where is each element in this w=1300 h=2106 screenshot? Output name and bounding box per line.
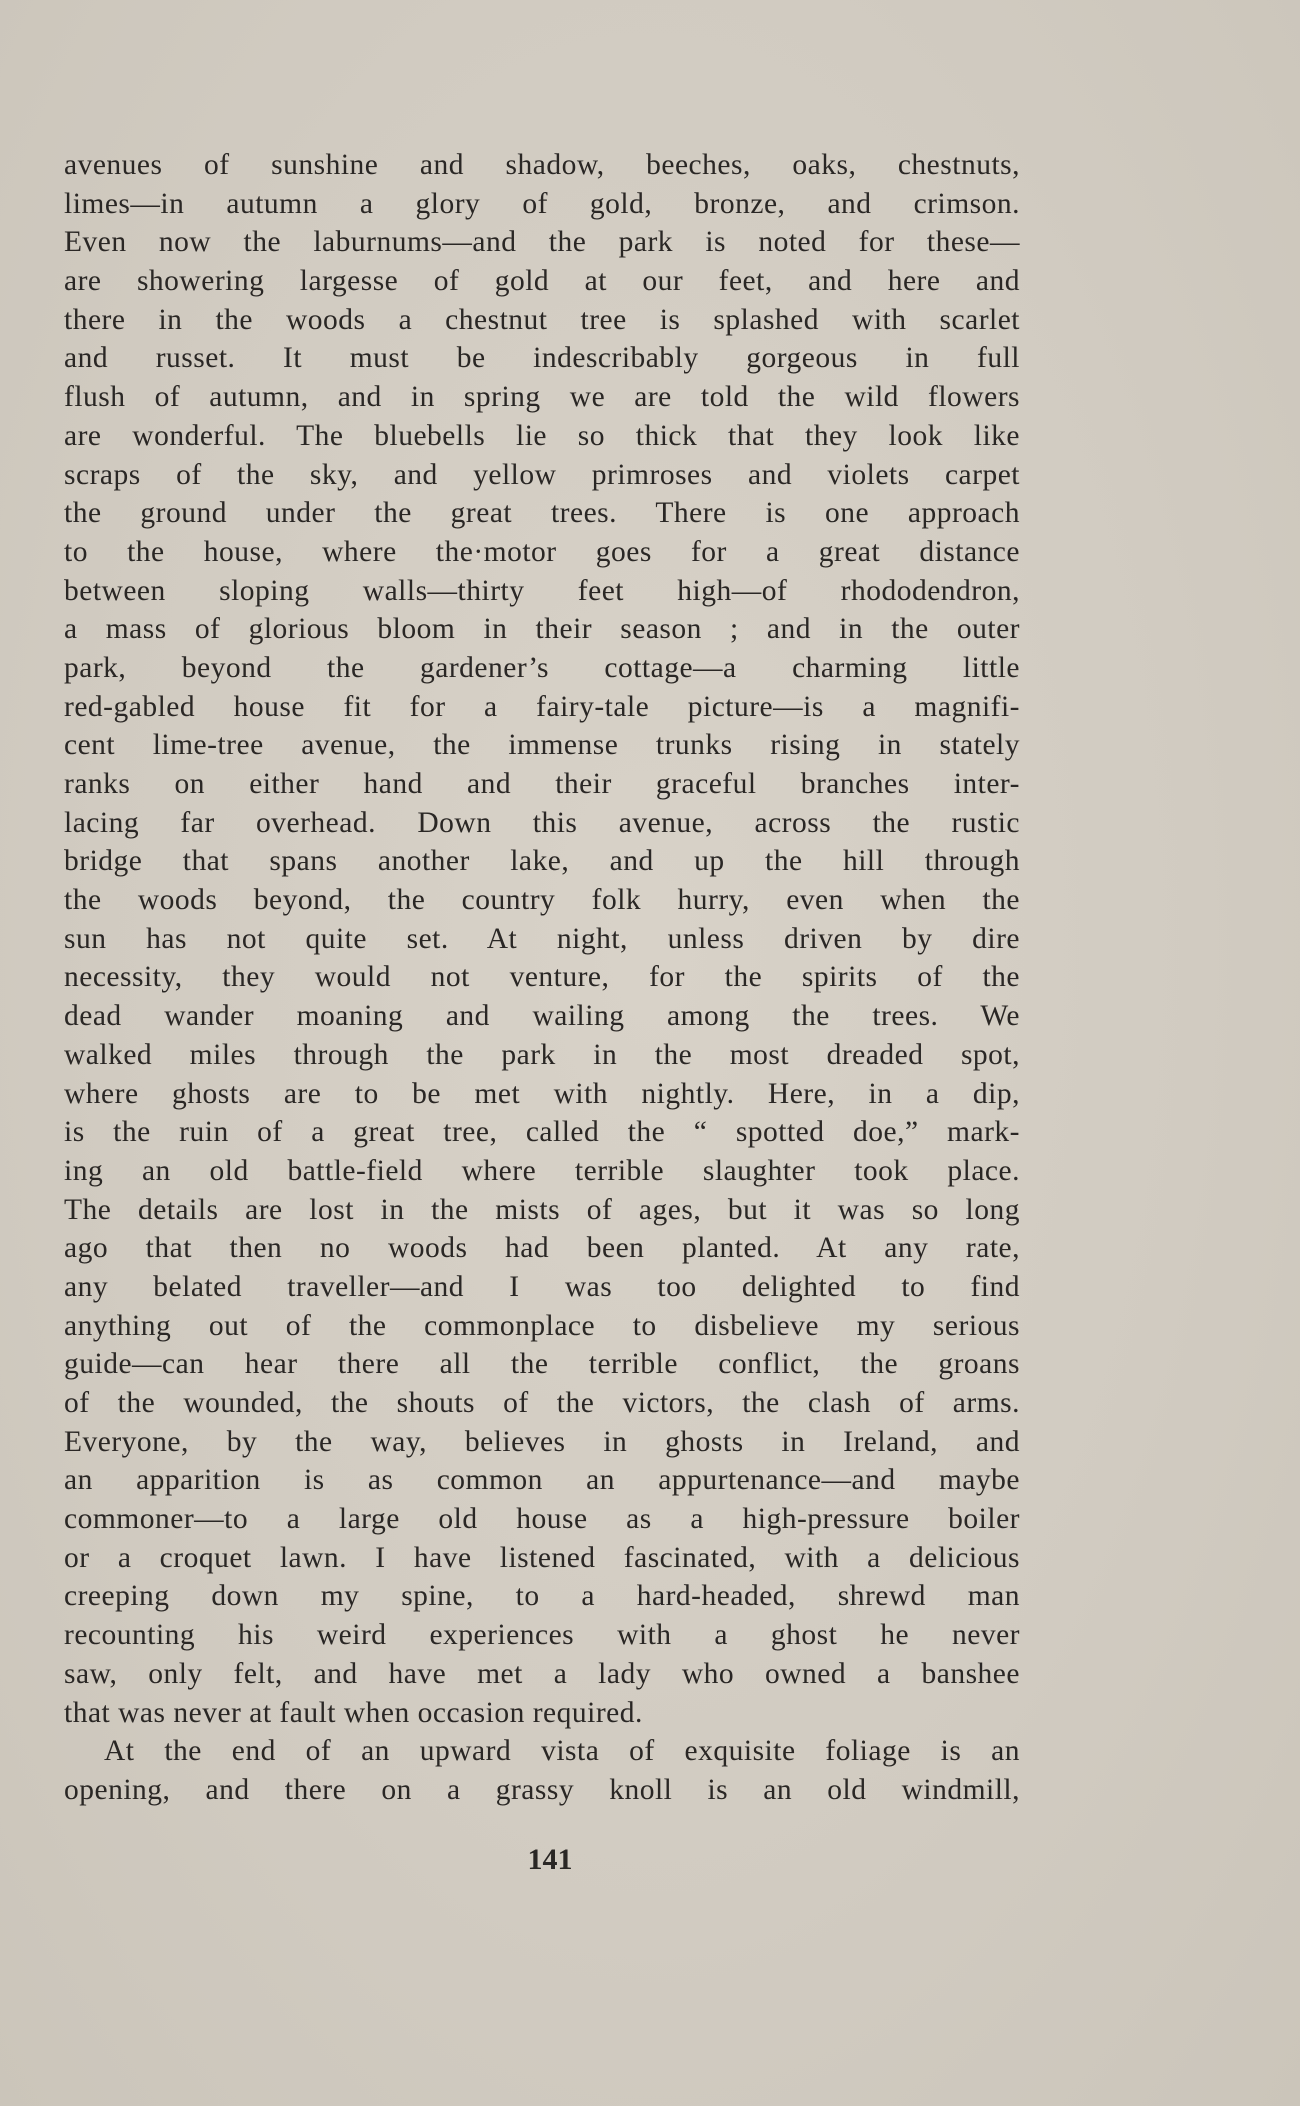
text-line: The details are lost in the mists of ages, but it was so long: [64, 1193, 1020, 1226]
text-line: Everyone, by the way, believes in ghosts in Ireland, and: [64, 1425, 1020, 1458]
text-line: limes—in autumn a glory of gold, bronze, and crimson.: [64, 187, 1020, 220]
body-text: [64, 146, 1020, 1810]
text-line: any belated traveller—and I was too delighted to find: [64, 1270, 1020, 1303]
text-line: that was never at fault when occasion required.: [64, 1696, 643, 1729]
text-line: ago that then no woods had been planted. At any rate,: [64, 1232, 1020, 1265]
text-line: lacing far overhead. Down this avenue, across the rustic: [64, 806, 1020, 839]
text-line: creeping down my spine, to a hard-headed, shrewd man: [64, 1580, 1020, 1613]
text-line: flush of autumn, and in spring we are told the wild flowers: [64, 381, 1020, 414]
text-line: are wonderful. The bluebells lie so thick that they look like: [64, 419, 1020, 452]
text-line: recounting his weird experiences with a ghost he never: [64, 1619, 1020, 1652]
text-line: opening, and there on a grassy knoll is an old windmill,: [64, 1773, 1020, 1806]
text-line: At the end of an upward vista of exquisite foliage is an: [104, 1735, 1020, 1768]
page-number: 141: [527, 1843, 573, 1876]
text-line: between sloping walls—thirty feet high—of rhododendron,: [64, 574, 1020, 607]
text-line: the ground under the great trees. There is one approach: [64, 497, 1020, 530]
text-line: a mass of glorious bloom in their season ; and in the outer: [64, 613, 1020, 646]
text-line: an apparition is as common an appurtenance—and maybe: [64, 1464, 1020, 1497]
text-line: Even now the laburnums—and the park is noted for these—: [64, 226, 1020, 259]
text-line: anything out of the commonplace to disbelieve my serious: [64, 1309, 1020, 1342]
text-line: of the wounded, the shouts of the victors, the clash of arms.: [64, 1387, 1020, 1419]
text-line: scraps of the sky, and yellow primroses and violets carpet: [64, 458, 1020, 491]
text-line: there in the woods a chestnut tree is splashed with scarlet: [64, 303, 1020, 336]
text-line: the woods beyond, the country folk hurry, even when the: [64, 884, 1020, 917]
text-line: dead wander moaning and wailing among the trees. We: [64, 1000, 1020, 1033]
text-line: and russet. It must be indescribably gorgeous in full: [64, 342, 1020, 375]
text-line: commoner—to a large old house as a high-pressure boiler: [64, 1503, 1020, 1536]
text-line: necessity, they would not venture, for the spirits of the: [64, 961, 1020, 994]
text-line: are showering largesse of gold at our feet, and here and: [64, 265, 1020, 298]
text-line: red-gabled house fit for a fairy-tale picture—is a magnifi-: [64, 690, 1020, 723]
paragraph: [64, 1732, 1020, 1809]
text-line: walked miles through the park in the most dreaded spot,: [64, 1038, 1020, 1071]
text-line: ing an old battle-field where terrible slaughter took place.: [64, 1154, 1020, 1187]
text-line: cent lime-tree avenue, the immense trunks rising in stately: [64, 729, 1020, 762]
text-line: saw, only felt, and have met a lady who owned a banshee: [64, 1657, 1020, 1690]
text-line: ranks on either hand and their graceful branches inter-: [64, 768, 1020, 800]
text-line: guide—can hear there all the terrible conflict, the groans: [64, 1348, 1020, 1381]
text-line: park, beyond the gardener’s cottage—a charming little: [64, 651, 1020, 684]
text-line: or a croquet lawn. I have listened fascinated, with a delicious: [64, 1541, 1020, 1574]
text-line: sun has not quite set. At night, unless driven by dire: [64, 922, 1020, 955]
text-line: avenues of sunshine and shadow, beeches, oaks, chestnuts,: [64, 149, 1020, 181]
paragraph: [64, 146, 1020, 1732]
text-line: is the ruin of a great tree, called the “ spotted doe,” mark-: [64, 1116, 1020, 1149]
text-line: where ghosts are to be met with nightly. Here, in a dip,: [64, 1077, 1020, 1110]
text-line: to the house, where the·motor goes for a great distance: [64, 535, 1020, 568]
text-line: bridge that spans another lake, and up the hill through: [64, 845, 1020, 878]
